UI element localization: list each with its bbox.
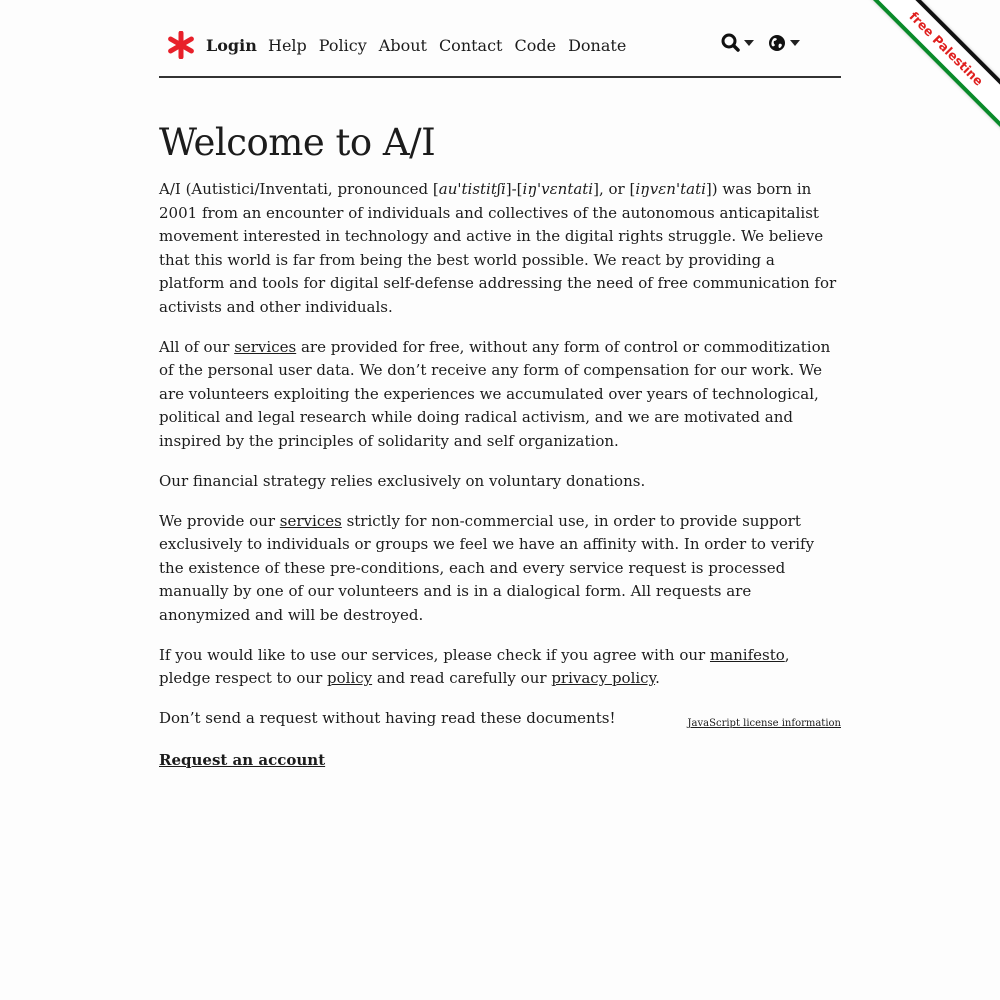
javascript-license-link[interactable]: JavaScript license information <box>687 718 841 729</box>
login-link[interactable]: Login <box>206 36 257 55</box>
intro-paragraph: A/I (Autistici/Inventati, pronounced [au'tistitʃi]-[iŋ'vɛntati], or [iŋvɛn'tati]) was born in 2001 from an encounter of individuals and collectives of the autonomous anticapitalist movement interested in technology and active in the digital rights struggle. We believe that this world is far from being the best world possible. We react by providing a platform and tools for digital self-defense addressing the need of free communication for activists and other individuals. <box>159 180 837 316</box>
menu-item-help[interactable]: Help <box>268 36 307 55</box>
language-dropdown[interactable] <box>768 34 800 52</box>
policy-link[interactable]: policy <box>327 669 373 687</box>
globe-icon <box>768 34 786 52</box>
services-link[interactable]: services <box>234 337 297 356</box>
manifesto-link[interactable]: manifesto <box>709 645 785 664</box>
menu-item-donate[interactable]: Donate <box>568 36 627 55</box>
services-paragraph: All of our services are provided for free, without any form of control or commoditization of the personal user data. We don’t receive any form of compensation for our work. We are volunteers exploiting the experiences we accumulated over years of technological, political and legal research while doing radical activism, and we are motivated and inspired by the principles of solidarity and self organization. <box>159 337 831 450</box>
menu-item-code[interactable]: Code <box>514 36 557 55</box>
request-account-link[interactable]: Request an account <box>159 751 326 769</box>
search-dropdown[interactable] <box>721 33 754 52</box>
header-tools <box>721 33 800 52</box>
documents-paragraph: If you would like to use our services, please check if you agree with our manifesto, pledge respect to our policy and read carefully our privacy policy. <box>159 645 790 687</box>
main-menu <box>268 36 626 55</box>
red-asterisk-logo[interactable] <box>167 31 195 59</box>
search-icon <box>721 33 740 52</box>
non-commercial-paragraph: We provide our services strictly for non-commercial use, in order to provide support exclusively to individuals or groups we feel we have an affinity with. In order to verify the existence of these pre-conditions, each and every service request is processed manually by one of our volunteers and is in a dialogical form. All requests are anonymized and will be destroyed. <box>159 511 815 624</box>
services-link[interactable]: services <box>279 511 342 530</box>
menu-item-policy[interactable]: Policy <box>318 36 367 55</box>
page-container <box>159 0 841 769</box>
chevron-down-icon <box>744 40 754 46</box>
warning-paragraph: Don’t send a request without having read these documents! <box>159 709 616 727</box>
menu-item-contact[interactable]: Contact <box>438 36 503 55</box>
privacy-policy-link[interactable]: privacy policy <box>551 669 656 687</box>
menu-item-about[interactable]: About <box>378 36 427 55</box>
chevron-down-icon <box>790 40 800 46</box>
main-content <box>159 178 841 789</box>
page-title: Welcome to A/I <box>159 121 436 164</box>
financial-paragraph: Our financial strategy relies exclusively on voluntary donations. <box>159 471 646 490</box>
top-navbar <box>159 0 841 78</box>
corner-ribbon <box>860 0 1000 140</box>
free-palestine-ribbon[interactable]: free Palestine <box>863 0 1000 132</box>
